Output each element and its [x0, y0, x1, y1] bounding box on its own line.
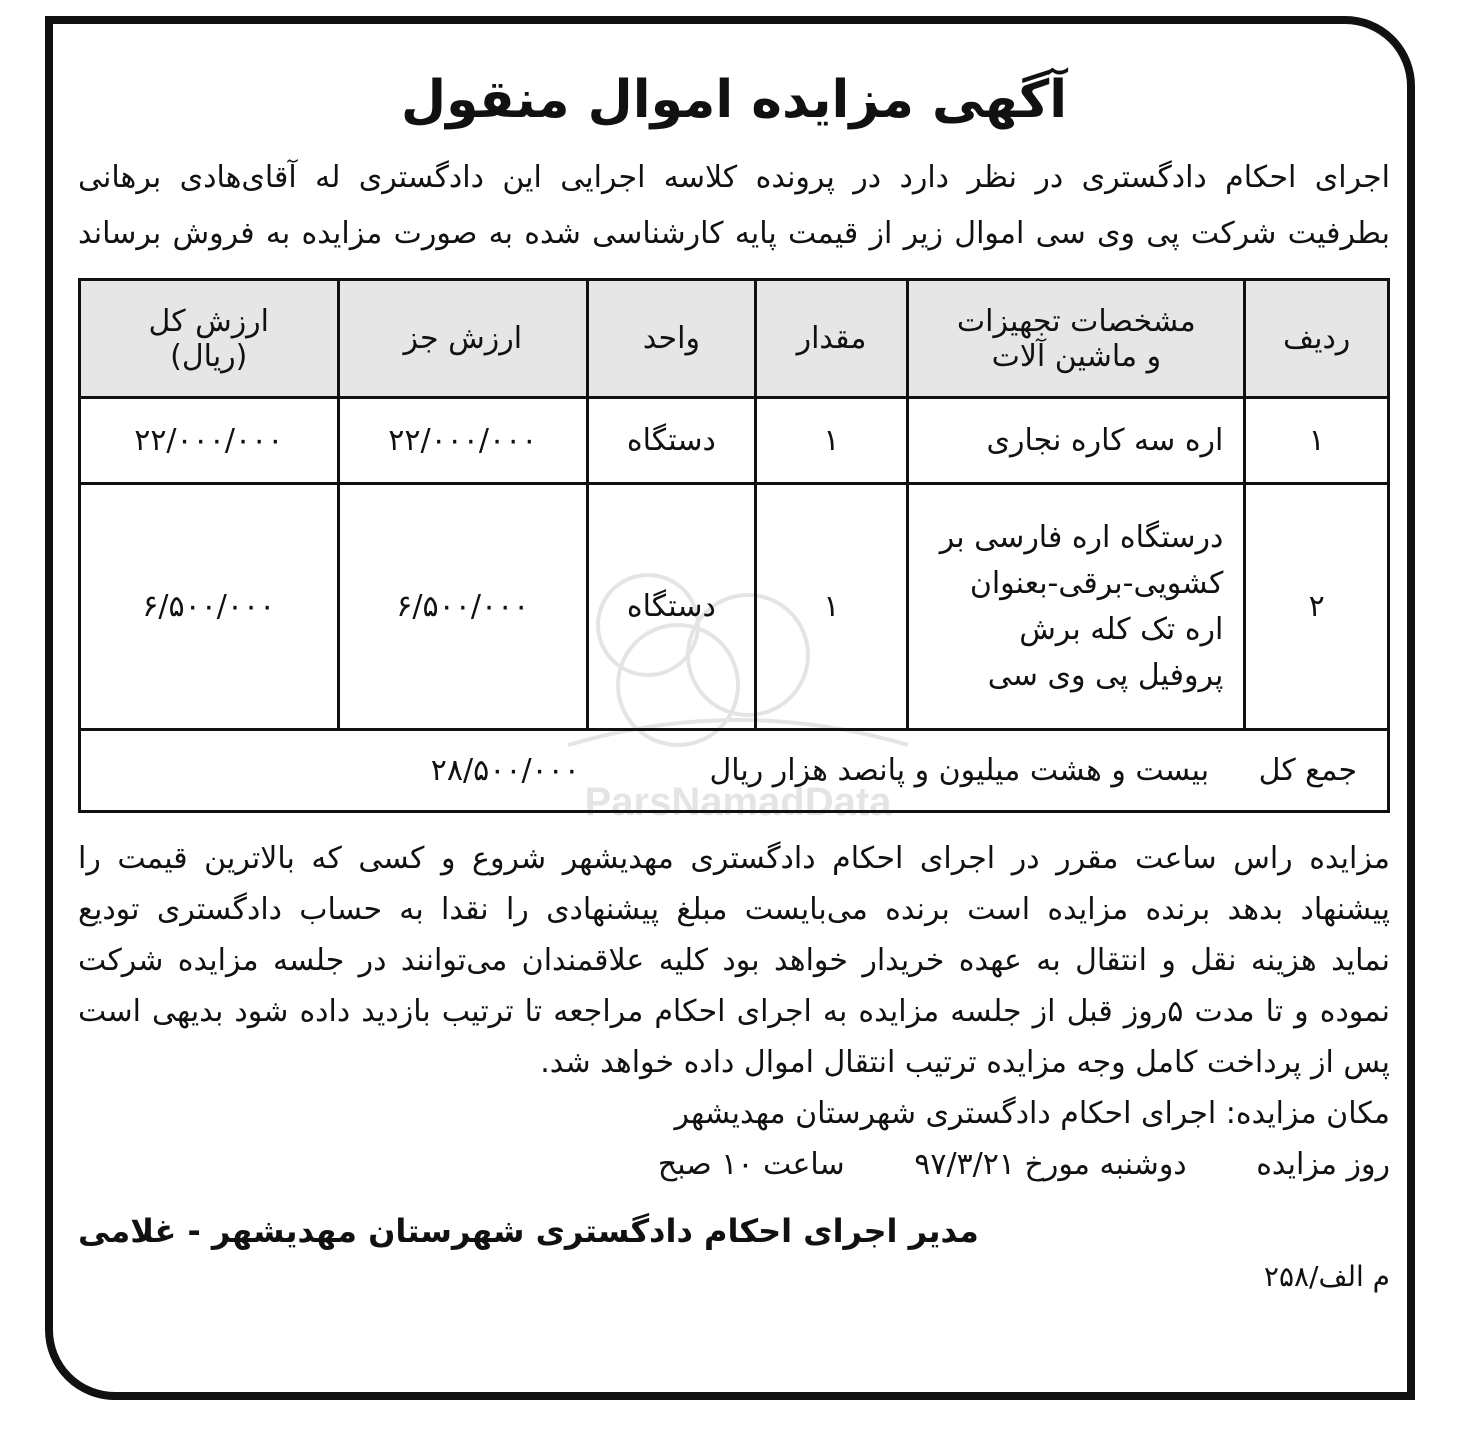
cell-row-number: ۲ — [1245, 484, 1389, 730]
auction-items-table — [78, 278, 1390, 813]
intro-line: بطرفیت شرکت پی وی سی اموال زیر از قیمت پایه کارشناسی شده به صورت مزایده به فروش برساند — [78, 216, 1390, 251]
intro-line: اجرای احکام دادگستری در نظر دارد در پرونده کلاسه اجرایی این دادگستری له آقای‌هادی برهانی — [78, 160, 1390, 195]
conditions-line: نماید هزینه نقل و انتقال به عهده خریدار خواهد بود کلیه علاقمندان می‌توانند در جلسه مزایده شرکت — [78, 943, 1390, 978]
total-label: جمع کل — [1258, 753, 1357, 788]
cell-spec-line: کشویی-برقی-بعنوان — [969, 565, 1224, 601]
cell-spec-line: درستگاه اره فارسی بر — [939, 519, 1224, 555]
table-header-row — [80, 280, 1389, 398]
header-spec — [908, 280, 1245, 398]
header-unit: واحد — [588, 280, 756, 398]
cell-unit-price: ۶/۵۰۰/۰۰۰ — [338, 484, 588, 730]
header-spec-line: و ماشین آلات — [991, 338, 1162, 374]
cell-spec-line: پروفیل پی وی سی — [987, 657, 1224, 693]
conditions-line: پیشنهاد بدهد برنده مزایده است برنده می‌بایست مبلغ پیشنهادی را نقدا به حساب دادگستری تودیع — [78, 892, 1390, 927]
cell-unit: دستگاه — [588, 484, 756, 730]
header-qty: مقدار — [755, 280, 908, 398]
table-row — [80, 484, 1389, 730]
header-spec-line: مشخصات تجهیزات — [956, 303, 1196, 339]
cell-unit: دستگاه — [588, 398, 756, 484]
cell-total: ۶/۵۰۰/۰۰۰ — [80, 484, 339, 730]
auction-day — [78, 1139, 1390, 1190]
cell-spec-line: اره تک کله برش — [1019, 611, 1224, 647]
auction-date: دوشنبه مورخ ۹۷/۳/۲۱ — [914, 1147, 1187, 1182]
cell-qty: ۱ — [755, 484, 908, 730]
total-cell — [80, 730, 1389, 812]
auction-time: ساعت ۱۰ صبح — [657, 1147, 845, 1182]
signer: مدیر اجرای احکام دادگستری شهرستان مهدیشهر - غلامی — [78, 1212, 979, 1250]
table-total-row — [80, 730, 1389, 812]
conditions-line: مزایده راس ساعت مقرر در اجرای احکام دادگستری مهدیشهر شروع و کسی که بالاترین قیمت را — [78, 841, 1390, 876]
watermark-text: ParsNamadData — [584, 780, 892, 824]
total-value: ۲۸/۵۰۰/۰۰۰ — [430, 753, 580, 788]
auction-place: مکان مزایده: اجرای احکام دادگستری شهرستان مهدیشهر — [674, 1096, 1390, 1131]
header-total-line: ارزش کل — [148, 303, 269, 339]
intro-paragraph — [78, 150, 1390, 262]
header-total — [80, 280, 339, 398]
cell-unit-price: ۲۲/۰۰۰/۰۰۰ — [338, 398, 588, 484]
auction-day-label: روز مزایده — [1256, 1147, 1390, 1182]
cell-spec — [908, 398, 1245, 484]
header-total-line: (ریال) — [170, 338, 248, 374]
table-row — [80, 398, 1389, 484]
header-unit-price: ارزش جز — [338, 280, 588, 398]
cell-spec-line: اره سه کاره نجاری — [986, 422, 1224, 458]
page-title: آگهی مزایده اموال منقول — [400, 70, 1068, 130]
notice-content — [78, 70, 1390, 1293]
cell-total: ۲۲/۰۰۰/۰۰۰ — [80, 398, 339, 484]
conditions-line: نموده و تا مدت ۵روز قبل از جلسه مزایده به اجرای احکام مراجعه تا ترتیب بازدید داده شود بدیهی است — [78, 994, 1390, 1029]
conditions-line: پس از پرداخت کامل وجه مزایده ترتیب انتقال اموال داده خواهد شد. — [540, 1045, 1390, 1080]
header-row-number: ردیف — [1245, 280, 1389, 398]
conditions-paragraph — [78, 833, 1390, 1088]
total-words: بیست و هشت میلیون و پانصد هزار ریال — [709, 753, 1210, 788]
notice-code: م الف/۲۵۸ — [1263, 1260, 1390, 1293]
cell-qty: ۱ — [755, 398, 908, 484]
cell-spec — [908, 484, 1245, 730]
cell-row-number: ۱ — [1245, 398, 1389, 484]
